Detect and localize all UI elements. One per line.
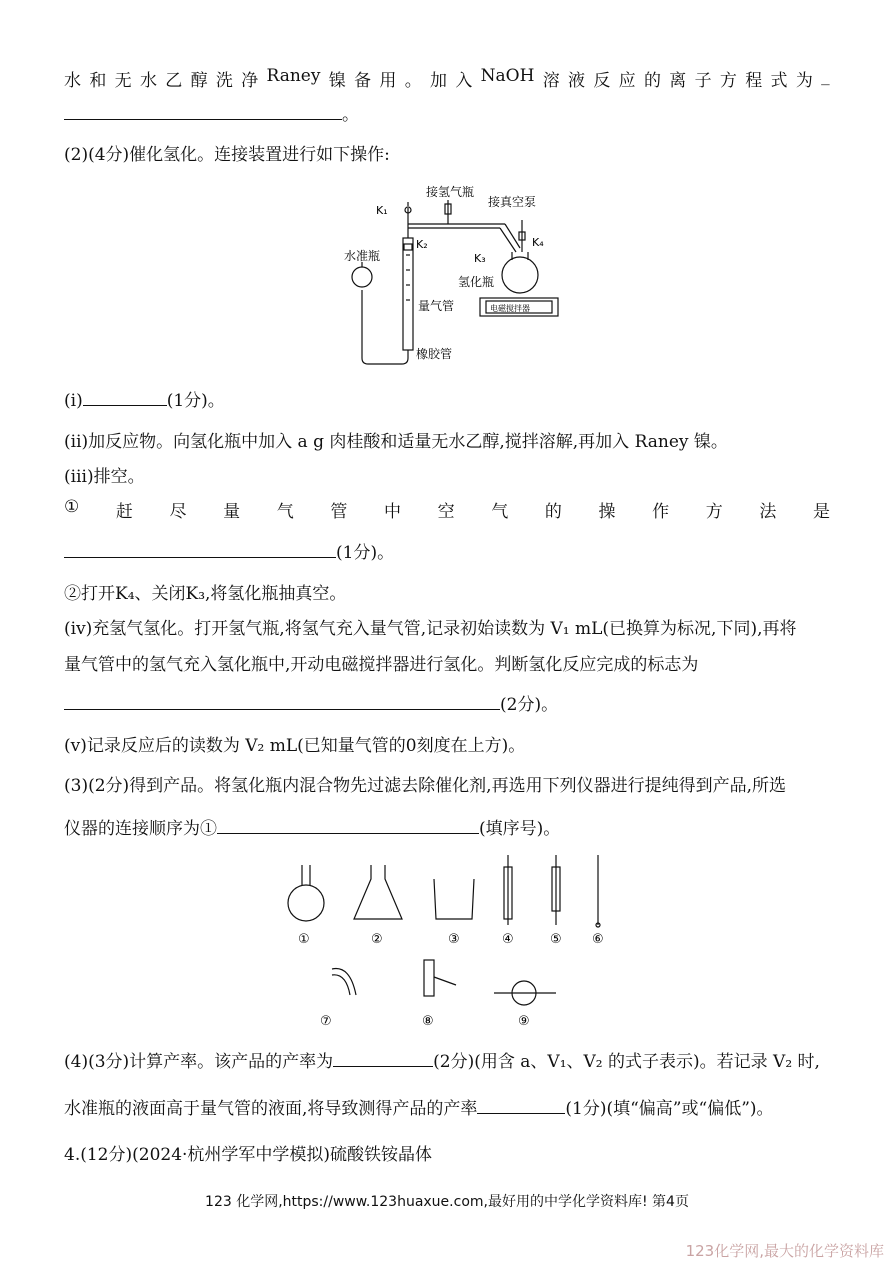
q1-char: 无: [114, 71, 132, 91]
q1-char: 洗: [215, 71, 233, 91]
answer-blank[interactable]: [64, 103, 342, 120]
step-iii: (ⅲ)排空。: [64, 467, 145, 487]
q4-yield-blank[interactable]: [333, 1050, 433, 1067]
q1-char: 的: [643, 71, 661, 91]
q2-heading: (2)(4分)催化氢化。连接装置进行如下操作:: [64, 145, 390, 165]
q4-line1: [64, 1047, 820, 1072]
q1-char: 加: [430, 71, 448, 91]
step-iii-1-char: 气: [276, 502, 294, 522]
gas-tube-label: 量气管: [418, 299, 455, 313]
k2-label: K₂: [416, 238, 428, 251]
q1-char: _: [821, 66, 830, 86]
q1-char: 溶: [542, 71, 560, 91]
step-iv-blank[interactable]: [64, 693, 500, 710]
q3-suffix: (填序号)。: [479, 819, 561, 839]
q1-char: 和: [89, 71, 107, 91]
water-bottle-label: 水准瓶: [344, 249, 381, 263]
q1-char: 醇: [190, 71, 208, 91]
q3-line2: [64, 814, 560, 839]
instrument-8-label: ⑧: [422, 1014, 434, 1029]
q1-char: 备: [354, 71, 372, 91]
step-iii-1-char: 气: [491, 502, 509, 522]
step-iii-1-char: ①: [64, 497, 80, 517]
q3-prefix: 仪器的连接顺序为①: [64, 819, 217, 839]
step-i-suffix: (1分)。: [166, 391, 225, 411]
instrument-6-label: ⑥: [592, 932, 604, 947]
stirrer-label: 电磁搅拌器: [490, 304, 530, 313]
q1-char: 子: [694, 71, 712, 91]
q4-prefix: (4)(3分)计算产率。该产品的产率为: [64, 1052, 334, 1072]
page-footer: 123 化学网,https://www.123huaxue.com,最好用的中学化学资料库! 第4页: [205, 1194, 689, 1210]
q4-suffix: (2分)(用含 a、V₁、V₂ 的式子表示)。若记录 V₂ 时,: [433, 1052, 820, 1072]
step-iii-2: ②打开K₄、关闭K₃,将氢化瓶抽真空。: [64, 584, 347, 604]
q4-line2-prefix: 水准瓶的液面高于量气管的液面,将导致测得产品的产率: [64, 1099, 478, 1119]
step-iv-suffix: (2分)。: [500, 695, 559, 715]
k3-label: K₃: [474, 252, 486, 265]
q1-char: NaOH: [480, 66, 535, 86]
instruments-diagram: [280, 845, 620, 1035]
step-v: (ⅴ)记录反应后的读数为 V₂ mL(已知量气管的0刻度在上方)。: [64, 736, 526, 756]
step-iii-1-char: 管: [330, 502, 348, 522]
step-iii-1-char: 中: [384, 502, 401, 522]
step-i-blank[interactable]: [83, 389, 167, 406]
q1-char: 用: [379, 71, 397, 91]
step-iii-1-suffix: (1分)。: [336, 543, 395, 563]
step-iii-1-line: [64, 497, 830, 522]
step-iii-1-blank[interactable]: [64, 541, 336, 558]
q1-char: 程: [745, 71, 763, 91]
step-iii-1-char: 作: [652, 502, 670, 522]
k1-label: K₁: [376, 204, 388, 217]
rubber-tube-label: 橡胶管: [416, 347, 453, 361]
q5-heading: 4.(12分)(2024·杭州学军中学模拟)硫酸铁铵晶体: [64, 1145, 433, 1165]
q1-char: 乙: [165, 71, 183, 91]
instrument-3-label: ③: [448, 932, 460, 947]
q1-answer-line: [64, 100, 359, 125]
q3-blank[interactable]: [217, 817, 479, 834]
hydrogenation-apparatus-diagram: [340, 180, 570, 370]
q1-char: 式: [770, 71, 788, 91]
q1-tail-line: [64, 66, 830, 91]
step-iv-line1: (ⅳ)充氢气氢化。打开氢气瓶,将氢气充入量气管,记录初始读数为 V₁ mL(已换算为标况,下同),再将: [64, 619, 797, 639]
step-iii-1-char: 赶: [115, 502, 133, 522]
instrument-7-label: ⑦: [320, 1014, 332, 1029]
step-i-prefix: (ⅰ): [64, 391, 83, 411]
step-iii-1-char: 法: [759, 502, 777, 522]
q4-line2: [64, 1094, 774, 1119]
step-iii-1-char: 空: [437, 502, 455, 522]
q1-char: 方: [719, 71, 737, 91]
q1-char: 净: [241, 71, 259, 91]
step-iv-answer: [64, 690, 558, 715]
period: 。: [342, 105, 359, 125]
instrument-9-label: ⑨: [518, 1014, 530, 1029]
instrument-5-label: ⑤: [550, 932, 562, 947]
step-i: [64, 386, 225, 411]
instrument-2-label: ②: [371, 932, 383, 947]
q3-line1: (3)(2分)得到产品。将氢化瓶内混合物先过滤去除催化剂,再选用下列仪器进行提纯得到产品,所选: [64, 776, 786, 796]
step-iii-1-char: 是: [813, 502, 830, 522]
step-iii-1-char: 方: [705, 502, 723, 522]
step-iii-1-char: 尽: [169, 502, 187, 522]
step-iii-1-char: 操: [598, 502, 616, 522]
watermark: 123化学网,最大的化学资料库: [685, 1242, 884, 1260]
q1-char: 。: [404, 71, 422, 91]
q1-char: 水: [64, 71, 81, 91]
q1-char: 水: [139, 71, 157, 91]
q1-char: Raney: [266, 66, 321, 86]
q1-char: 镍: [328, 71, 346, 91]
q1-char: 离: [669, 71, 687, 91]
instrument-4-label: ④: [502, 932, 514, 947]
q1-char: 反: [593, 71, 611, 91]
hydro-flask-label: 氢化瓶: [458, 275, 495, 289]
step-iii-1-answer: [64, 538, 394, 563]
q1-char: 液: [568, 71, 586, 91]
instrument-1-label: ①: [298, 932, 310, 947]
k4-label: K₄: [532, 236, 544, 249]
q4-line2-suffix: (1分)(填“偏高”或“偏低”)。: [565, 1099, 774, 1119]
step-ii: (ⅱ)加反应物。向氢化瓶中加入 a g 肉桂酸和适量无水乙醇,搅拌溶解,再加入 Raney 镍。: [64, 432, 728, 452]
q4-error-blank[interactable]: [477, 1097, 565, 1114]
h2-bottle-label: 接氢气瓶: [426, 185, 475, 199]
step-iv-line2: 量气管中的氢气充入氢化瓶中,开动电磁搅拌器进行氢化。判断氢化反应完成的标志为: [64, 655, 699, 675]
q1-char: 为: [795, 71, 813, 91]
step-iii-1-char: 量: [223, 502, 241, 522]
step-iii-1-char: 的: [544, 502, 562, 522]
q1-char: 入: [455, 71, 473, 91]
vacuum-pump-label: 接真空泵: [488, 195, 537, 209]
q1-char: 应: [618, 71, 636, 91]
